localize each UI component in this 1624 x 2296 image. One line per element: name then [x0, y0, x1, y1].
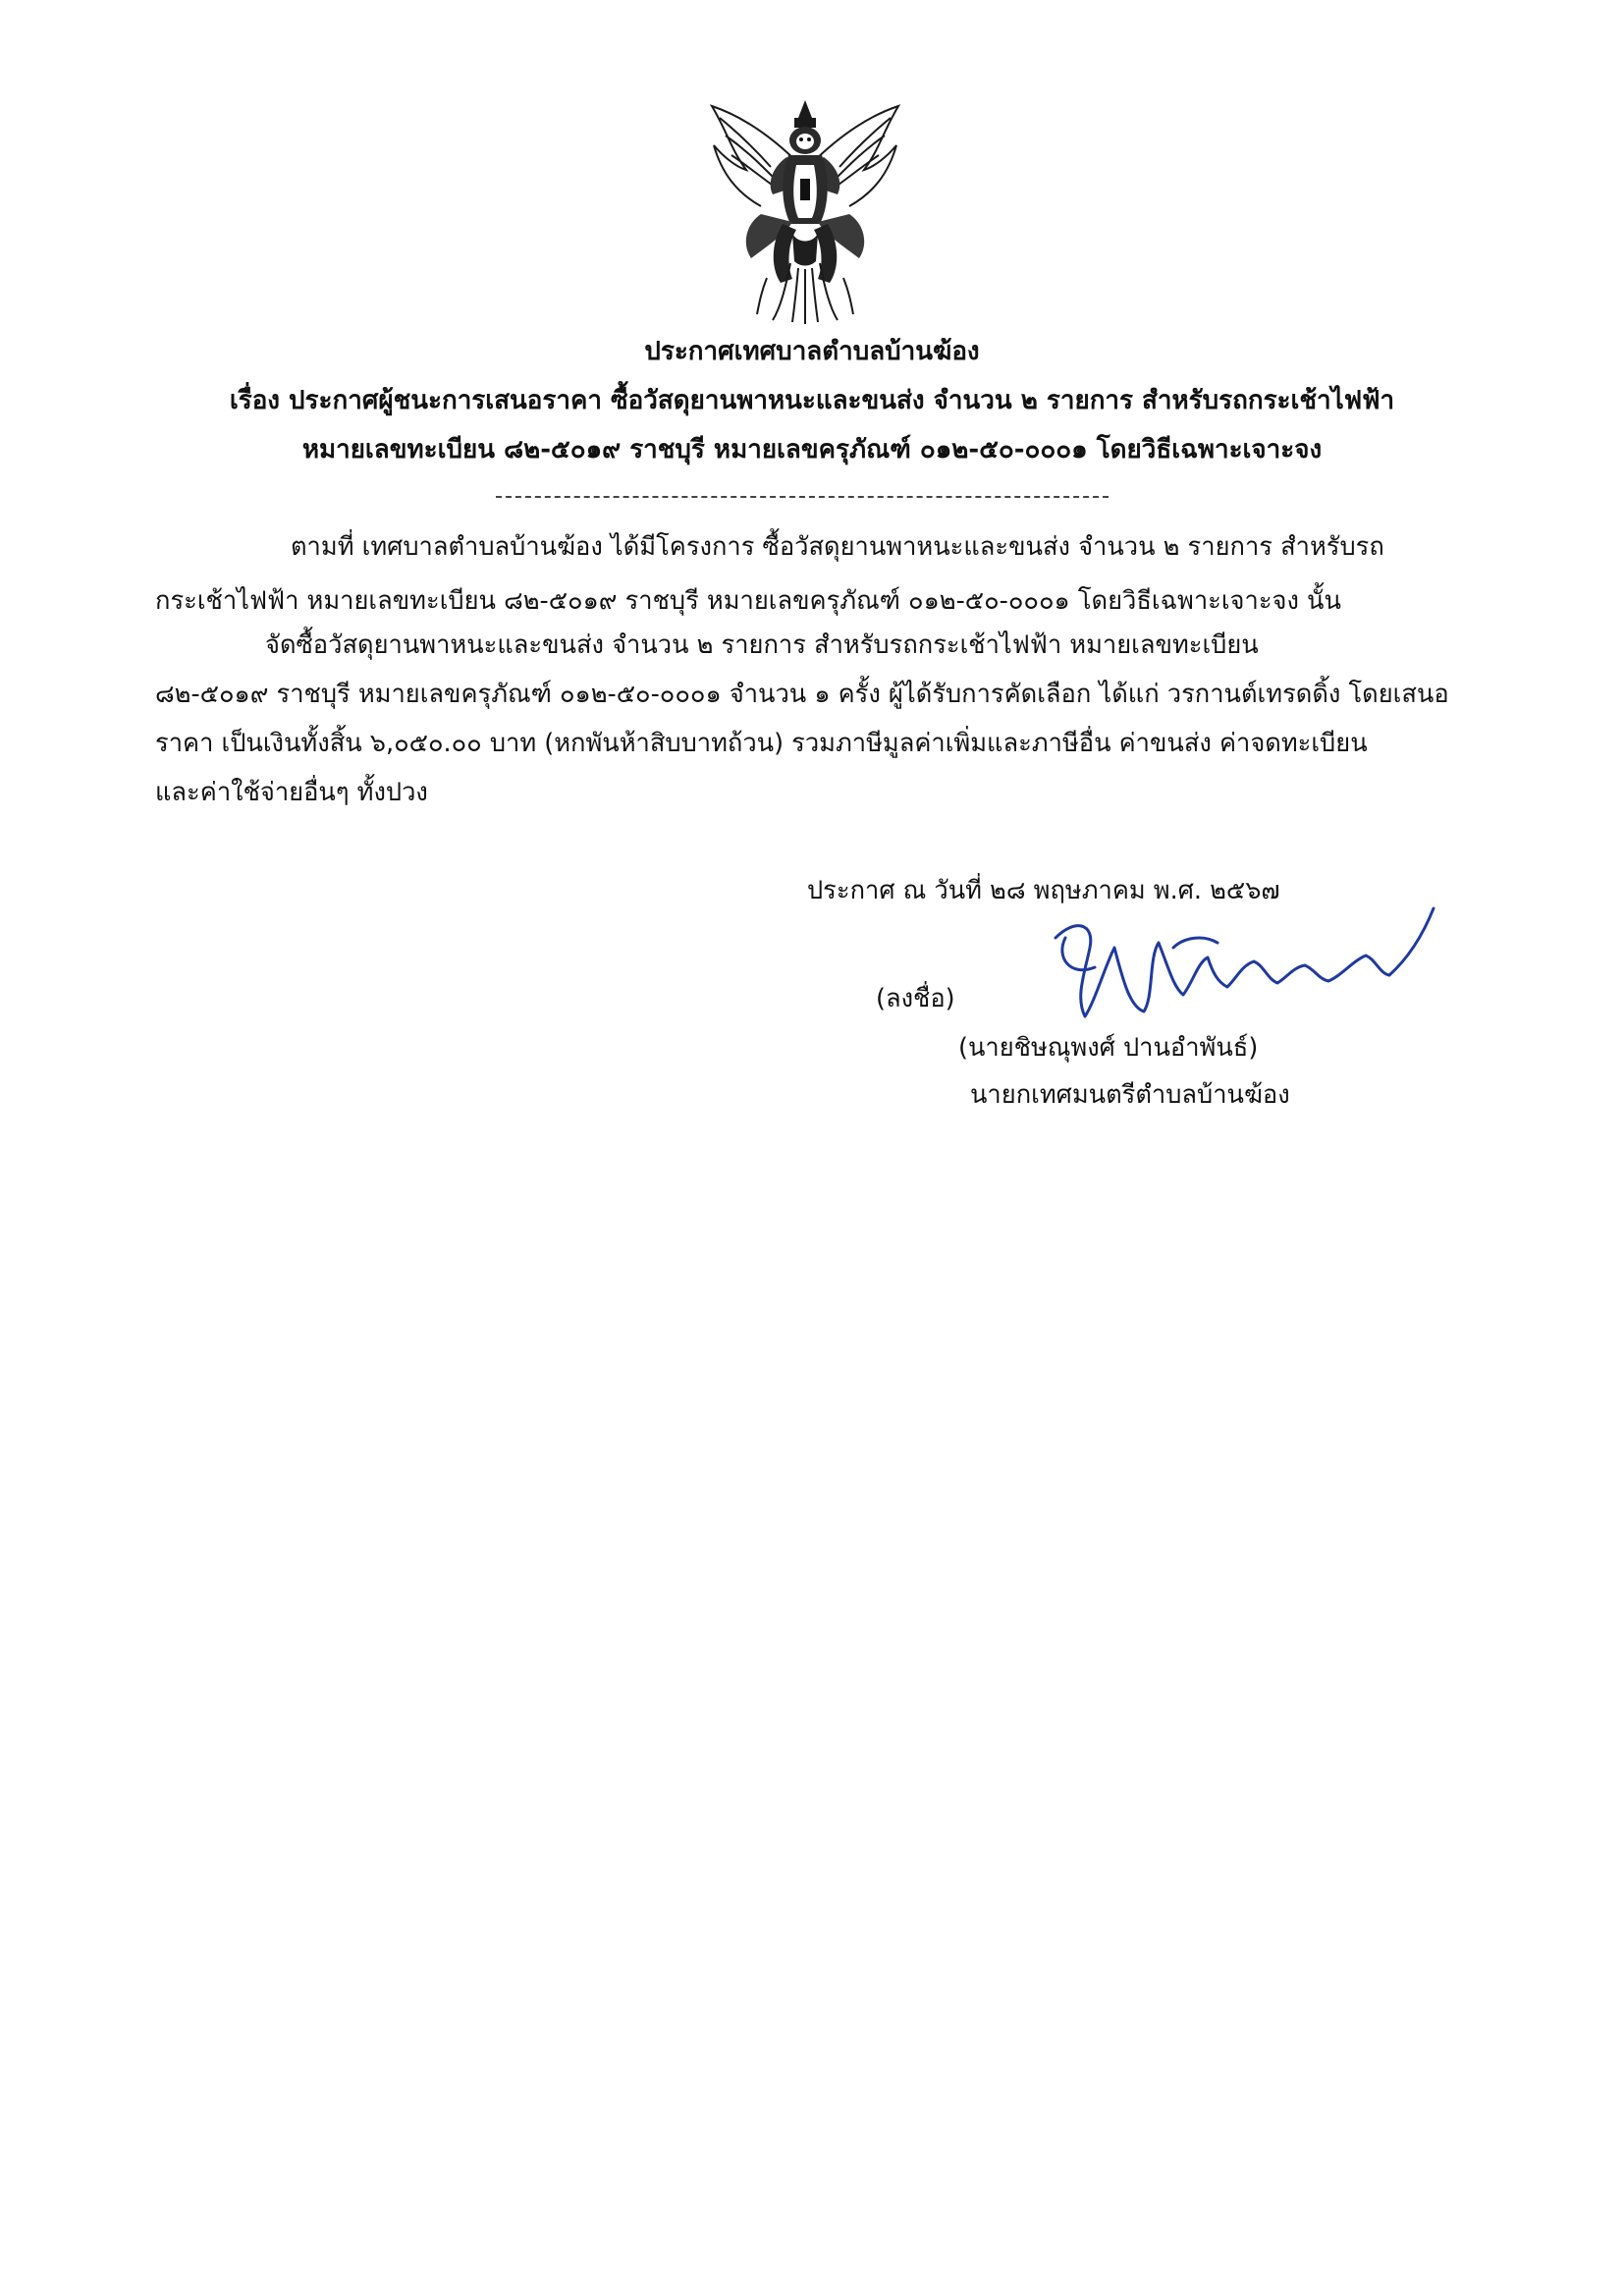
body-line: และค่าใช้จ่ายอื่นๆ ทั้งปวง	[155, 778, 428, 807]
subject-line-1: เรื่อง ประกาศผู้ชนะการเสนอราคา ซื้อวัสดุยานพาหนะและขนส่ง จำนวน ๒ รายการ สำหรับรถกระเช้าไฟฟ้า	[229, 386, 1395, 415]
divider	[496, 496, 1109, 498]
handwritten-signature	[1036, 889, 1448, 1056]
garuda-emblem-icon	[702, 96, 908, 324]
body-line: กระเช้าไฟฟ้า หมายเลขทะเบียน ๘๒-๕๐๑๙ ราชบุรี หมายเลขครุภัณฑ์ ๐๑๒-๕๐-๐๐๐๑ โดยวิธีเฉพาะเจาะจง นั้น	[155, 586, 1341, 616]
signed-label: (ลงชื่อ)	[876, 984, 955, 1013]
announcement-date: ประกาศ ณ วันที่ ๒๘ พฤษภาคม พ.ศ. ๒๕๖๗	[807, 876, 1280, 905]
body-line: ตามที่ เทศบาลตำบลบ้านฆ้อง ได้มีโครงการ ซื้อวัสดุยานพาหนะและขนส่ง จำนวน ๒ รายการ สำหรับรถ	[291, 532, 1384, 562]
signer-title: นายกเทศมนตรีตำบลบ้านฆ้อง	[970, 1080, 1290, 1110]
announcement-title: ประกาศเทศบาลตำบลบ้านฆ้อง	[644, 337, 980, 366]
subject-line-2: หมายเลขทะเบียน ๘๒-๕๐๑๙ ราชบุรี หมายเลขครุภัณฑ์ ๐๑๒-๕๐-๐๐๐๑ โดยวิธีเฉพาะเจาะจง	[301, 435, 1323, 465]
body-line: ราคา เป็นเงินทั้งสิ้น ๖,๐๕๐.๐๐ บาท (หกพันห้าสิบบาทถ้วน) รวมภาษีมูลค่าเพิ่มและภาษีอื่น ค่าขนส่ง ค่าจดทะเบียน	[155, 729, 1368, 758]
body-line: จัดซื้อวัสดุยานพาหนะและขนส่ง จำนวน ๒ รายการ สำหรับรถกระเช้าไฟฟ้า หมายเลขทะเบียน	[265, 630, 1259, 660]
signer-name: (นายชิษณุพงศ์ ปานอำพันธ์)	[958, 1033, 1259, 1063]
body-line: ๘๒-๕๐๑๙ ราชบุรี หมายเลขครุภัณฑ์ ๐๑๒-๕๐-๐๐๐๑ จำนวน ๑ ครั้ง ผู้ได้รับการคัดเลือก ได้แก่ วรกานต์เทรดดิ้ง โดยเสนอ	[155, 680, 1449, 709]
